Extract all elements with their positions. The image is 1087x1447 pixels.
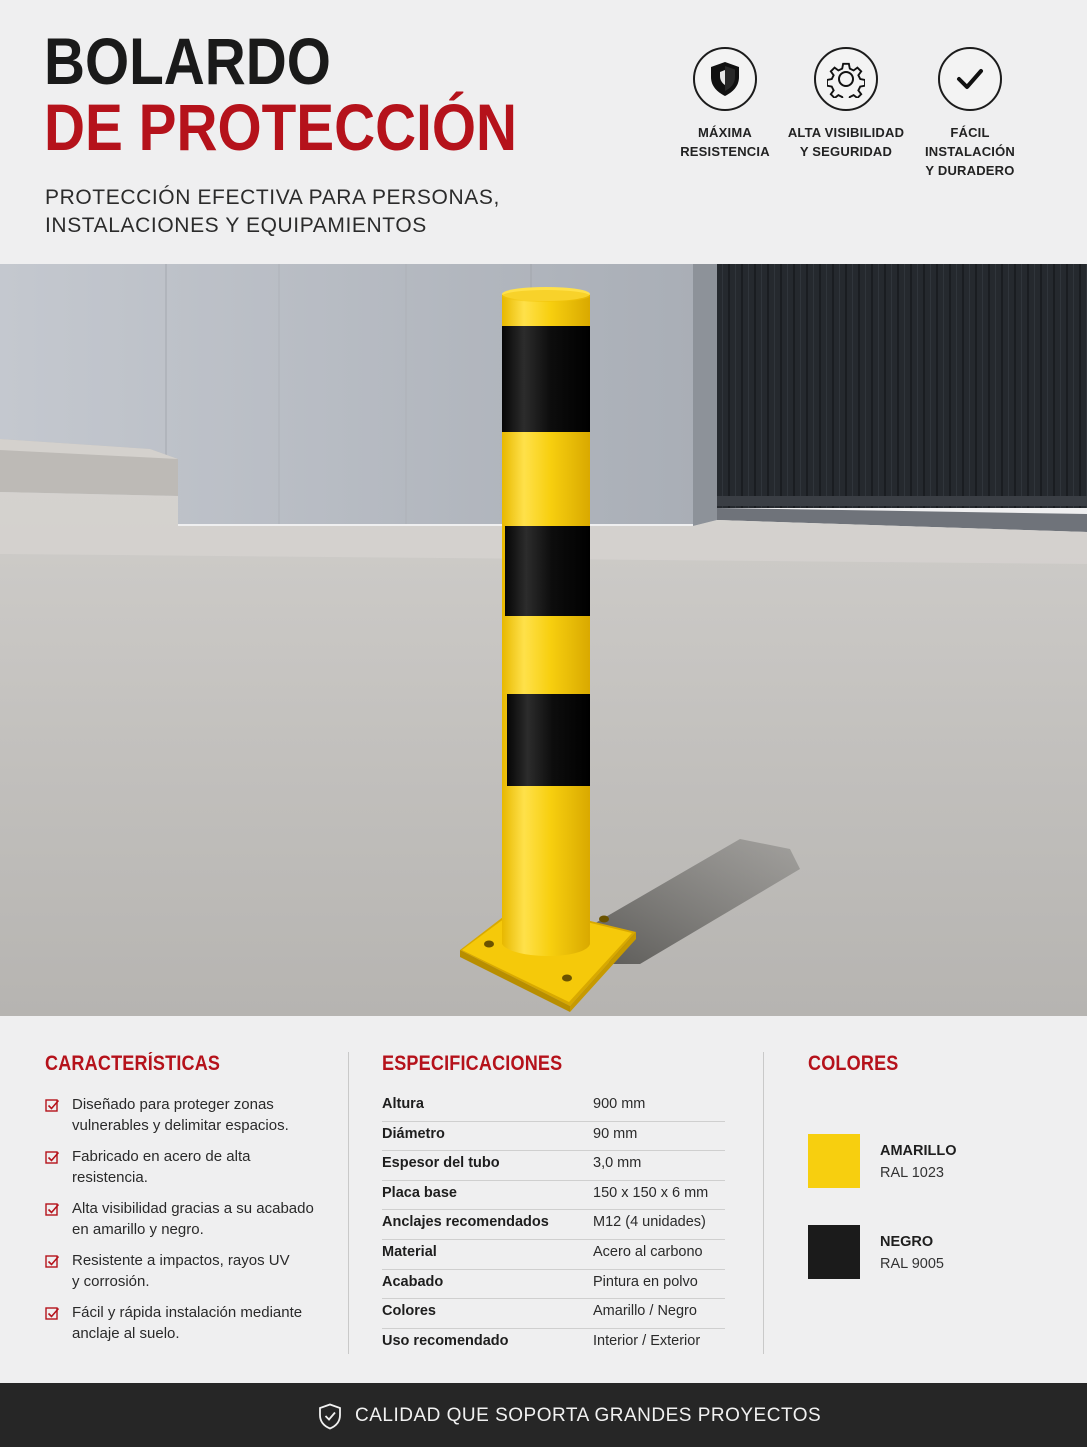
spec-key: Acabado — [382, 1273, 444, 1290]
spec-value: 150 x 150 x 6 mm — [593, 1184, 709, 1201]
caracteristicas-list — [45, 1094, 335, 1354]
list-item-line1: Fácil y rápida instalación mediante — [72, 1304, 303, 1321]
feature-visibilidad — [781, 47, 911, 161]
feature-instalacion — [905, 47, 1035, 180]
spec-key: Uso recomendado — [382, 1332, 509, 1349]
bollard-photo — [0, 264, 1087, 1016]
header — [0, 0, 1087, 264]
feature-label-line1: FÁCIL INSTALACIÓN — [924, 125, 1016, 159]
list-item-line2: resistencia. — [72, 1169, 148, 1186]
feature-label-line1: MÁXIMA — [698, 125, 752, 140]
table-row — [382, 1270, 725, 1300]
list-item-line1: Resistente a impactos, rayos UV — [72, 1252, 290, 1269]
spec-key: Diámetro — [382, 1125, 445, 1142]
checkbox-check-icon — [45, 1098, 60, 1113]
checkbox-check-icon — [45, 1306, 60, 1321]
table-row — [382, 1299, 725, 1329]
list-item — [45, 1094, 335, 1146]
table-row — [382, 1210, 725, 1240]
subtitle-line2: INSTALACIONES Y EQUIPAMIENTOS — [45, 214, 427, 237]
footer — [0, 1383, 1087, 1447]
spec-key: Colores — [382, 1303, 436, 1320]
color-code: RAL 1023 — [880, 1165, 944, 1181]
caracteristicas-title: CARACTERÍSTICAS — [45, 1052, 221, 1075]
spec-key: Material — [382, 1243, 437, 1260]
list-item-line1: Alta visibilidad gracias a su acabado — [72, 1200, 314, 1217]
color-swatch-negro — [808, 1225, 860, 1279]
list-item — [45, 1146, 335, 1198]
table-row — [382, 1122, 725, 1152]
spec-key: Espesor del tubo — [382, 1155, 500, 1172]
spec-value: 3,0 mm — [593, 1155, 642, 1172]
list-item — [45, 1198, 335, 1250]
feature-label-line1: ALTA VISIBILIDAD — [787, 125, 905, 140]
list-item-line2: vulnerables y delimitar espacios. — [72, 1117, 289, 1134]
spec-value: Interior / Exterior — [593, 1332, 701, 1349]
divider — [348, 1052, 349, 1354]
feature-label-line2: Y DURADERO — [925, 163, 1015, 178]
table-row — [382, 1092, 725, 1122]
table-row — [382, 1240, 725, 1270]
divider — [763, 1052, 764, 1354]
feature-resistencia — [660, 47, 790, 161]
spec-value: 90 mm — [593, 1125, 638, 1142]
especificaciones-title: ESPECIFICACIONES — [382, 1052, 563, 1075]
page-subtitle — [45, 184, 565, 240]
spec-value: 900 mm — [593, 1096, 646, 1112]
color-code: RAL 9005 — [880, 1256, 944, 1272]
checkbox-check-icon — [45, 1150, 60, 1165]
list-item-line1: Diseñado para proteger zonas — [72, 1096, 274, 1113]
spec-value: M12 (4 unidades) — [593, 1214, 706, 1231]
feature-label-line2: Y SEGURIDAD — [799, 144, 893, 159]
check-icon — [938, 47, 1002, 111]
spec-value: Amarillo / Negro — [593, 1303, 697, 1320]
info-section — [0, 1016, 1087, 1383]
list-item — [45, 1250, 335, 1302]
subtitle-line1: PROTECCIÓN EFECTIVA PARA PERSONAS, — [45, 186, 500, 209]
list-item-line1: Fabricado en acero de alta — [72, 1148, 251, 1165]
spec-value: Acero al carbono — [593, 1243, 703, 1260]
footer-text: CALIDAD QUE SOPORTA GRANDES PROYECTOS — [355, 1405, 822, 1426]
checkbox-check-icon — [45, 1202, 60, 1217]
colores-title: COLORES — [808, 1052, 899, 1075]
table-row — [382, 1151, 725, 1181]
spec-key: Anclajes recomendados — [382, 1214, 549, 1231]
list-item-line2: anclaje al suelo. — [72, 1325, 180, 1342]
shield-icon — [693, 47, 757, 111]
list-item — [45, 1302, 335, 1354]
checkbox-check-icon — [45, 1254, 60, 1269]
page-title-line2: DE PROTECCIÓN — [44, 90, 518, 164]
spec-value: Pintura en polvo — [593, 1273, 698, 1290]
feature-label-line2: RESISTENCIA — [680, 144, 770, 159]
color-name: NEGRO — [880, 1234, 934, 1250]
list-item-line2: y corrosión. — [72, 1273, 150, 1290]
color-name: AMARILLO — [880, 1143, 957, 1159]
shield-check-icon — [318, 1403, 342, 1430]
list-item-line2: en amarillo y negro. — [72, 1221, 204, 1238]
spec-table — [382, 1092, 725, 1358]
color-swatch-amarillo — [808, 1134, 860, 1188]
spec-key: Placa base — [382, 1184, 457, 1201]
feature-icons — [660, 47, 1060, 177]
table-row — [382, 1329, 725, 1359]
table-row — [382, 1181, 725, 1211]
page-title-line1: BOLARDO — [44, 24, 331, 98]
spec-key: Altura — [382, 1096, 424, 1112]
gear-icon — [814, 47, 878, 111]
